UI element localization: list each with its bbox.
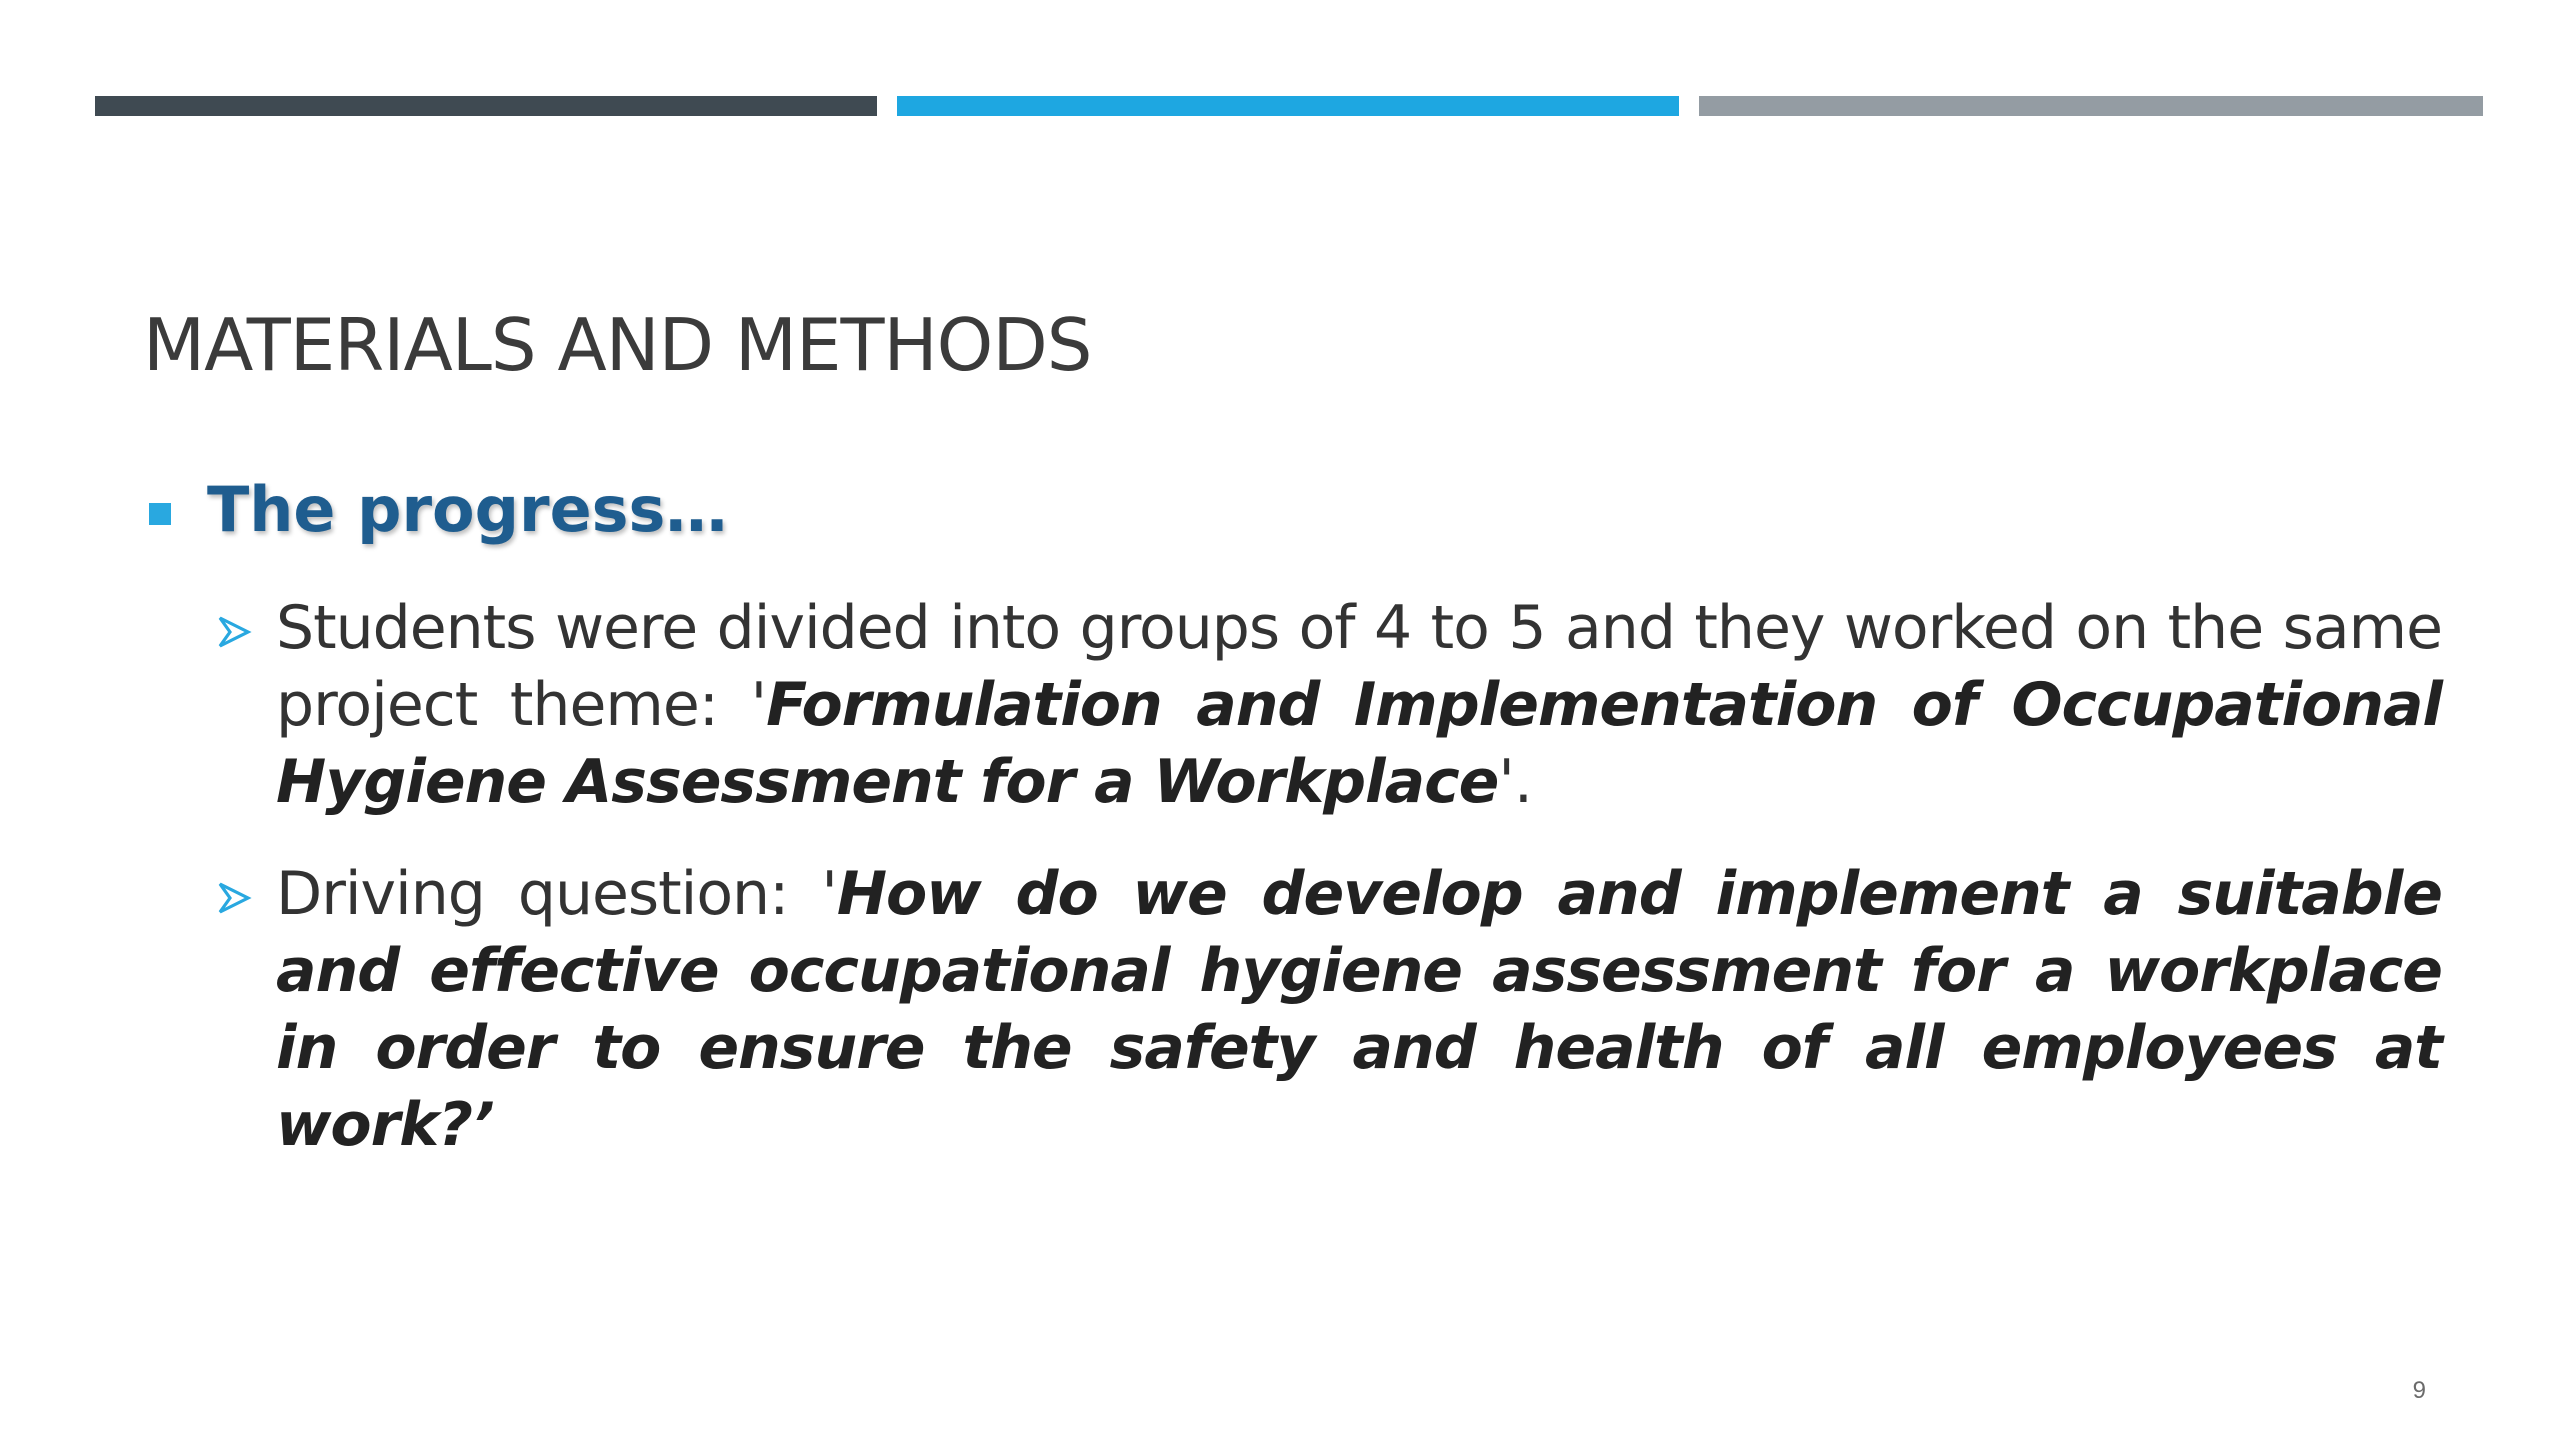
accent-bar-gray	[1699, 96, 2483, 116]
sub-bullet-1-close: '.	[1498, 747, 1532, 817]
sub-bullet-1	[210, 590, 2442, 821]
square-bullet-icon	[149, 503, 171, 525]
arrow-bullet-icon	[216, 614, 252, 650]
sub-bullet-2-lead: Driving question:	[276, 859, 822, 929]
sub-bullet-1-open-quote: '	[750, 670, 767, 740]
sub-bullet-2	[210, 856, 2442, 1164]
sub-bullet-2-open-quote: '	[821, 859, 837, 929]
accent-bar-blue	[897, 96, 1679, 116]
sub-bullet-1-emphasis: Formulation and Implementation of Occupational Hygiene Assessment for a Workplace	[276, 670, 2442, 817]
sub-bullet-1-lead: Students were divided into groups of 4 to 5 and they worked on the same project theme:	[276, 593, 2442, 740]
arrow-bullet-icon	[216, 880, 252, 916]
sub-bullet-1-paragraph	[276, 590, 2442, 821]
top-accent-bars	[95, 96, 2483, 116]
sub-bullet-2-paragraph	[276, 856, 2442, 1164]
level1-bullet-text: The progress…	[207, 473, 728, 546]
page-number: 9	[2412, 1377, 2426, 1404]
level1-bullet	[143, 470, 2443, 550]
slide-title: MATERIALS AND METHODS	[143, 303, 1092, 387]
accent-bar-dark	[95, 96, 877, 116]
sub-bullet-2-emphasis: How do we develop and implement a suitable and effective occupational hygiene assessment for a workplace in order to ensure the safety and health of all employees at work?’	[276, 859, 2442, 1160]
